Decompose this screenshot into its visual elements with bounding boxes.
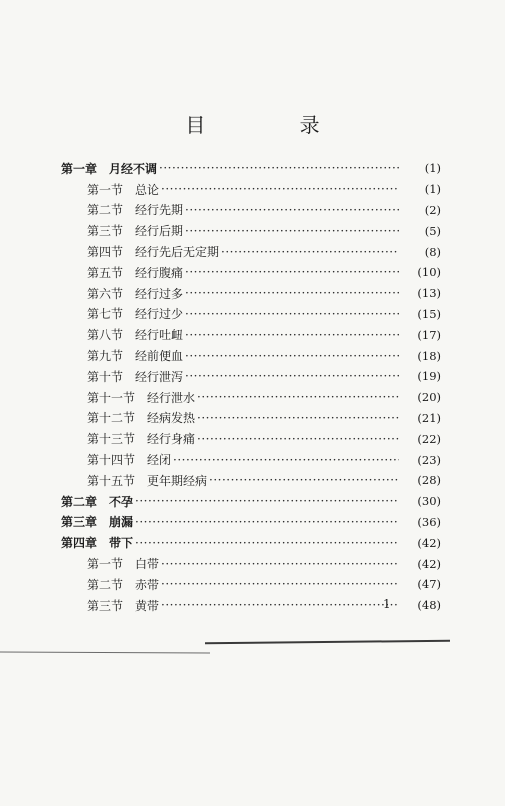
toc-dot-leader <box>161 182 399 196</box>
toc-entry-page: (30) <box>417 494 441 509</box>
toc-dot-leader <box>197 432 399 446</box>
toc-dot-leader <box>161 557 399 571</box>
toc-entry-label: 第十四节 经闭 <box>87 453 172 468</box>
toc-entry-label: 第八节 经行吐衄 <box>87 328 184 343</box>
toc-entry-label: 第一节 总论 <box>87 182 160 197</box>
toc-entry-page: (17) <box>417 327 441 342</box>
toc-section-entry <box>0 324 505 345</box>
table-of-contents <box>0 158 505 616</box>
toc-entry-label: 第十节 经行泄泻 <box>87 369 184 384</box>
toc-section-entry <box>0 595 505 616</box>
page-title: 目 录 <box>185 113 364 138</box>
toc-dot-leader <box>185 369 399 383</box>
toc-entry-page: (5) <box>424 223 441 238</box>
toc-entry-page: (21) <box>417 410 441 425</box>
toc-dot-leader <box>135 515 399 529</box>
toc-chapter-entry <box>0 158 505 179</box>
toc-entry-page: (1) <box>424 161 441 176</box>
toc-section-entry <box>0 387 505 408</box>
toc-entry-label: 第二章 不孕 <box>61 494 134 509</box>
toc-entry-label: 第一章 月经不调 <box>61 161 158 176</box>
toc-section-entry <box>0 553 505 574</box>
toc-entry-label: 第二节 经行先期 <box>87 203 184 218</box>
toc-entry-page: (18) <box>417 348 441 363</box>
toc-dot-leader <box>185 328 399 342</box>
toc-entry-label: 第十二节 经病发热 <box>87 411 196 426</box>
toc-section-entry <box>0 408 505 429</box>
scan-rule-line <box>205 640 450 645</box>
toc-entry-page: (42) <box>417 535 441 550</box>
toc-dot-leader <box>135 536 399 550</box>
toc-entry-label: 第三节 黄带 <box>87 598 160 613</box>
page-number: 1 <box>383 597 391 611</box>
toc-dot-leader <box>173 453 399 467</box>
toc-chapter-entry <box>0 491 505 512</box>
toc-section-entry <box>0 470 505 491</box>
toc-entry-page: (13) <box>417 286 441 301</box>
toc-entry-page: (28) <box>417 473 441 488</box>
toc-section-entry <box>0 262 505 283</box>
toc-entry-label: 第三节 经行后期 <box>87 224 184 239</box>
toc-entry-label: 第五节 经行腹痛 <box>87 265 184 280</box>
toc-entry-label: 第十五节 更年期经病 <box>87 473 208 488</box>
toc-chapter-entry <box>0 532 505 553</box>
toc-section-entry <box>0 428 505 449</box>
toc-entry-label: 第二节 赤带 <box>87 577 160 592</box>
toc-entry-page: (23) <box>417 452 441 467</box>
toc-dot-leader <box>159 161 399 175</box>
toc-dot-leader <box>185 203 399 217</box>
toc-dot-leader <box>161 598 399 612</box>
toc-entry-page: (47) <box>417 577 441 592</box>
toc-entry-page: (20) <box>417 390 441 405</box>
toc-section-entry <box>0 220 505 241</box>
toc-entry-label: 第六节 经行过多 <box>87 286 184 301</box>
toc-dot-leader <box>221 245 399 259</box>
scan-rule-line-faint <box>0 651 210 653</box>
toc-dot-leader <box>185 349 399 363</box>
toc-entry-label: 第四章 带下 <box>61 536 134 551</box>
toc-dot-leader <box>185 265 399 279</box>
toc-dot-leader <box>185 307 399 321</box>
toc-entry-label: 第九节 经前便血 <box>87 349 184 364</box>
toc-section-entry <box>0 283 505 304</box>
toc-entry-page: (42) <box>417 556 441 571</box>
toc-entry-label: 第七节 经行过少 <box>87 307 184 322</box>
toc-entry-label: 第十一节 经行泄水 <box>87 390 196 405</box>
toc-entry-label: 第一节 白带 <box>87 557 160 572</box>
toc-entry-page: (36) <box>417 514 441 529</box>
toc-entry-page: (1) <box>424 182 441 197</box>
toc-entry-page: (22) <box>417 431 441 446</box>
toc-section-entry <box>0 304 505 325</box>
toc-section-entry <box>0 179 505 200</box>
toc-entry-page: (15) <box>417 306 441 321</box>
toc-entry-label: 第四节 经行先后无定期 <box>87 245 220 260</box>
toc-dot-leader <box>135 494 399 508</box>
toc-entry-page: (2) <box>424 202 441 217</box>
toc-entry-page: (19) <box>417 369 441 384</box>
toc-dot-leader <box>197 390 399 404</box>
toc-dot-leader <box>197 411 399 425</box>
toc-entry-label: 第十三节 经行身痛 <box>87 432 196 447</box>
toc-dot-leader <box>185 286 399 300</box>
toc-dot-leader <box>161 577 399 591</box>
toc-section-entry <box>0 366 505 387</box>
toc-section-entry <box>0 574 505 595</box>
toc-section-entry <box>0 241 505 262</box>
toc-entry-page: (10) <box>417 265 441 280</box>
toc-chapter-entry <box>0 512 505 533</box>
toc-section-entry <box>0 449 505 470</box>
toc-dot-leader <box>185 224 399 238</box>
toc-section-entry <box>0 345 505 366</box>
toc-entry-label: 第三章 崩漏 <box>61 515 134 530</box>
toc-section-entry <box>0 200 505 221</box>
toc-dot-leader <box>209 473 399 487</box>
toc-entry-page: (8) <box>424 244 441 259</box>
toc-entry-page: (48) <box>417 598 441 613</box>
